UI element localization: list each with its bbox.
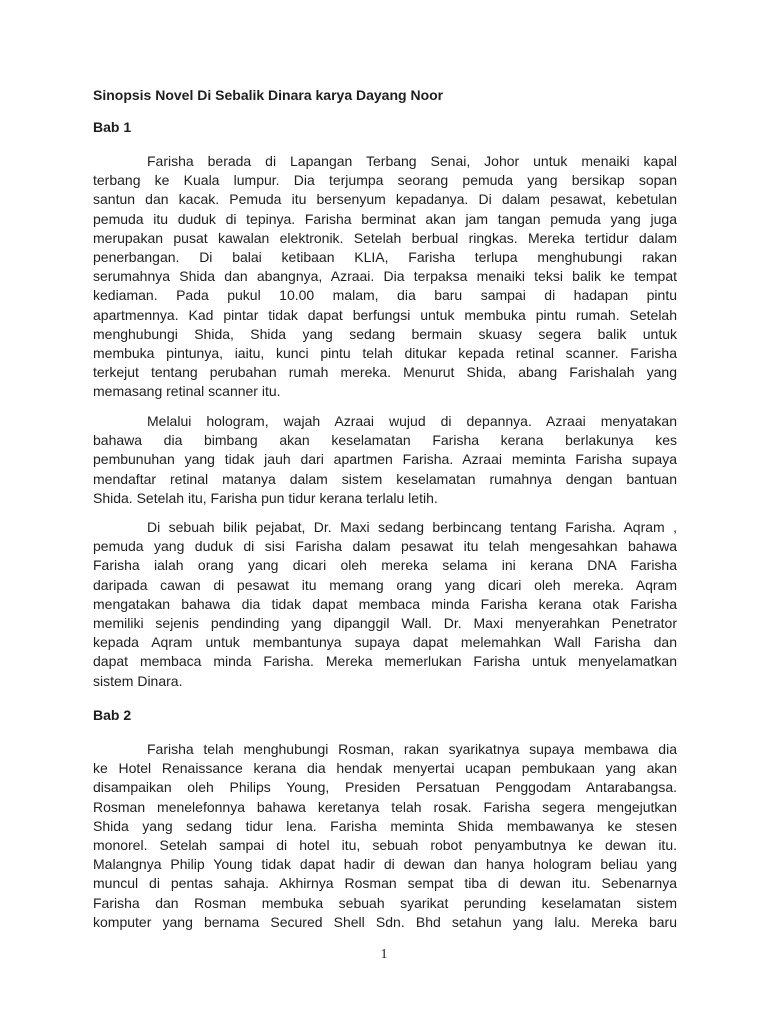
chapter-heading: Bab 2 [93,707,132,723]
text-line: Malangnya Philip Young tidak dapat hadir di dewan dan hanya hologram beliau yang [93,856,677,873]
text-line: Farisha telah menghubungi Rosman, rakan syarikatnya supaya membawa dia [147,741,677,757]
text-line: pemuda itu duduk di tepinya. Farisha berminat akan jam tangan pemuda yang juga [93,210,677,227]
paragraph [93,518,677,691]
text-line: pemuda yang duduk di sisi Farisha dalam pesawat itu telah mengesahkan bahawa [93,538,677,555]
text-line: terbang ke Kuala lumpur. Dia terjumpa seorang pemuda yang bersikap sopan [93,172,677,189]
chapter-heading: Bab 1 [93,119,132,135]
text-line: Farisha dan Rosman membuka sebuah syarikat perunding keselamatan sistem [93,894,677,911]
text-line: kepada Aqram untuk membantunya supaya dapat melemahkan Wall Farisha dan [93,634,677,651]
text-line: ke Hotel Renaissance kerana dia hendak menyertai ucapan pembukaan yang akan [93,760,677,777]
text-line: santun dan kacak. Pemuda itu bersenyum kepadanya. Di dalam pesawat, kebetulan [93,191,677,208]
paragraph [93,152,677,402]
text-line: Melalui hologram, wajah Azraai wujud di depannya. Azraai menyatakan [147,413,677,429]
text-line: Shida yang sedang tidur lena. Farisha meminta Shida membawanya ke stesen [93,817,677,834]
text-line: muncul di pentas sahaja. Akhirnya Rosman sempat tiba di dewan itu. Sebenarnya [93,875,677,892]
text-line: memiliki sejenis pendinding yang dipanggil Wall. Dr. Maxi menyerahkan Penetrator [93,615,677,632]
text-line: dapat membaca minda Farisha. Mereka memerlukan Farisha untuk menyelamatkan [93,653,677,670]
text-line: mengatakan bahawa dia tidak dapat membaca minda Farisha kerana otak Farisha [93,595,677,612]
page-number: 1 [380,947,388,962]
text-line: penerbangan. Di balai ketibaan KLIA, Farisha terlupa menghubungi rakan [93,249,677,266]
text-line: bahawa dia bimbang akan keselamatan Farisha kerana berlakunya kes [93,432,677,449]
text-line: merupakan pusat kawalan elektronik. Setelah berbual ringkas. Mereka tertidur dalam [93,229,677,246]
text-line: menghubungi Shida, Shida yang sedang bermain skuasy segera balik untuk [93,325,677,342]
text-line: memasang retinal scanner itu. [93,383,281,400]
text-line: membuka pintunya, iaitu, kunci pintu telah ditukar kepada retinal scanner. Farisha [93,345,677,362]
document-title: Sinopsis Novel Di Sebalik Dinara karya Dayang Noor [93,87,444,103]
text-line: terkejut tentang perubahan rumah mereka. Menurut Shida, abang Farishalah yang [93,364,677,381]
text-line: Farisha berada di Lapangan Terbang Senai, Johor untuk menaiki kapal [147,153,677,169]
text-line: Rosman menelefonnya bahawa keretanya telah rosak. Farisha segera mengejutkan [93,798,677,815]
text-line: kediaman. Pada pukul 10.00 malam, dia baru sampai di hadapan pintu [93,287,677,304]
text-line: serumahnya Shida dan abangnya, Azraai. Dia terpaksa menaiki teksi balik ke tempat [93,268,677,285]
text-line: pembunuhan yang tidak jauh dari apartmen Farisha. Azraai meminta Farisha supaya [93,451,677,468]
text-line: apartmennya. Kad pintar tidak dapat berfungsi untuk membuka pintu rumah. Setelah [93,306,677,323]
text-line: sistem Dinara. [93,672,183,689]
text-line: daripada cawan di pesawat itu memang orang yang dicari oleh mereka. Aqram [93,576,677,593]
paragraph [93,740,677,932]
text-line: komputer yang bernama Secured Shell Sdn. Bhd setahun yang lalu. Mereka baru [93,913,677,930]
text-line: disampaikan oleh Philips Young, Presiden Persatuan Penggodam Antarabangsa. [93,779,677,796]
text-line: Farisha ialah orang yang dicari oleh mereka selama ini kerana DNA Farisha [93,557,677,574]
text-line: monorel. Setelah sampai di hotel itu, sebuah robot penyambutnya ke dewan itu. [93,837,677,854]
paragraph [93,412,677,508]
text-line: mendaftar retinal matanya dalam sistem keselamatan rumahnya dengan bantuan [93,470,677,487]
text-line: Shida. Setelah itu, Farisha pun tidur kerana terlalu letih. [93,489,438,506]
text-line: Di sebuah bilik pejabat, Dr. Maxi sedang berbincang tentang Farisha. Aqram , [147,519,677,535]
